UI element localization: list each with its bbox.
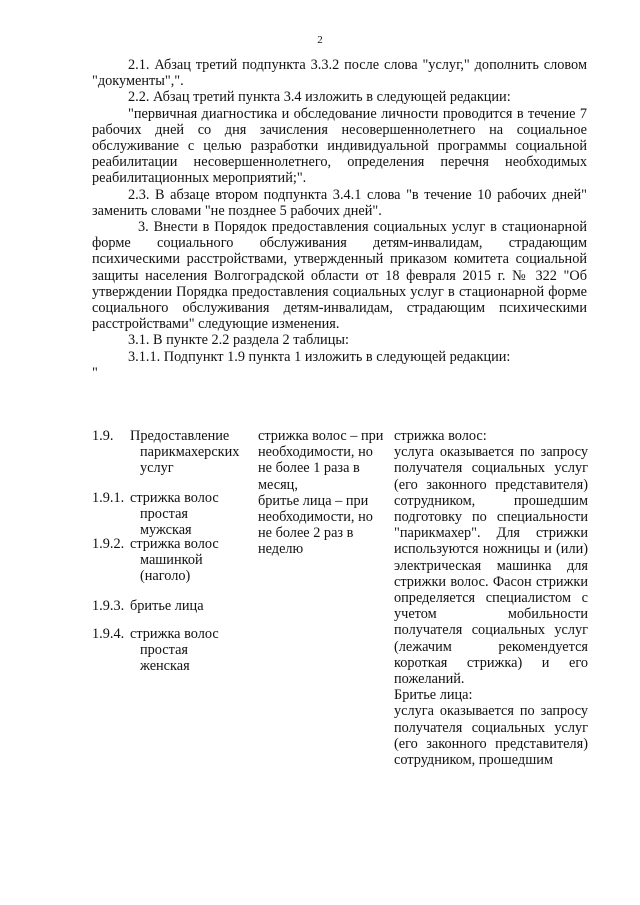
document-body bbox=[92, 57, 587, 381]
row-number: 1.9. bbox=[92, 428, 114, 444]
row-number: 1.9.2. bbox=[92, 536, 125, 552]
desc-haircut-text: услуга оказывается по запросу получателя социальных услуг (его законного представителя) сотрудником, прошедшим подготовку по специальности "парикмахер". Для стрижки используются ножницы и (или) электрическая машинка для стрижки волос. Фасон стрижки определяется специалистом с учетом мобильности получателя социальных услуг (лежачим рекомендуется короткая стрижка) и его пожеланий. bbox=[394, 444, 588, 688]
description-column bbox=[394, 428, 588, 768]
desc-shave-heading: Бритье лица: bbox=[394, 687, 473, 704]
row-service-name bbox=[130, 428, 238, 477]
paragraph-3: 3. Внести в Порядок предоставления социальных услуг в стационарной форме социального обслуживания детям-инвалидам, страдающим психическими расстройствами, утвержденный приказом комитета социальной защиты населения Волгоградской области от 18 февраля 2015 г. № 322 "Об утверждении Порядка предоставления социальных услуг в стационарной форме социального обслуживания детям-инвалидам, страдающим психическими расстройствами" следующие изменения. bbox=[92, 219, 587, 333]
paragraph-3-1: 3.1. В пункте 2.2 раздела 2 таблицы: bbox=[128, 332, 349, 349]
row-number: 1.9.1. bbox=[92, 490, 125, 506]
row-service-name bbox=[130, 536, 238, 585]
row-service-name bbox=[130, 490, 238, 539]
row-service-continuation: машинкой (наголо) bbox=[140, 552, 203, 585]
paragraph-2-1: 2.1. Абзац третий подпункта 3.3.2 после слова "услуг," дополнить словом "документы",". bbox=[92, 57, 587, 90]
paragraph-2-2: 2.2. Абзац третий пункта 3.4 изложить в следующей редакции: bbox=[128, 89, 511, 106]
row-service-name bbox=[130, 626, 238, 675]
row-number: 1.9.4. bbox=[92, 626, 125, 642]
row-service-continuation: простая женская bbox=[140, 642, 190, 675]
limits-column bbox=[258, 428, 390, 558]
row-number: 1.9.3. bbox=[92, 598, 125, 614]
page-number: 2 bbox=[317, 34, 323, 46]
row-service-line: бритье лица bbox=[130, 598, 204, 614]
row-service-line: стрижка волос bbox=[130, 536, 219, 552]
limit-shave: бритье лица – при необходимости, но не более 2 раз в неделю bbox=[258, 492, 373, 558]
row-service-name bbox=[130, 598, 238, 614]
paragraph-quote: "первичная диагностика и обследование личности проводится в течение 7 рабочих дней со дня зачисления несовершеннолетнего на социальное обслуживание с целью разработки индивидуальной программы социальной реабилитации несовершеннолетнего, определения перечня необходимых реабилитационных мероприятий;". bbox=[92, 105, 587, 187]
desc-shave-text: услуга оказывается по запросу получателя социальных услуг (его законного представителя) сотрудником, прошедшим bbox=[394, 703, 588, 769]
row-service-line: стрижка волос bbox=[130, 626, 219, 642]
paragraph-3-1-1: 3.1.1. Подпункт 1.9 пункта 1 изложить в следующей редакции: bbox=[128, 348, 511, 365]
opening-quote-mark: " bbox=[92, 364, 98, 381]
row-service-line: стрижка волос bbox=[130, 490, 219, 506]
row-service-continuation: парикмахерских услуг bbox=[140, 444, 240, 477]
limit-haircut: стрижка волос – при необходимости, но не более 1 раза в месяц, bbox=[258, 428, 384, 493]
row-service-line: Предоставление bbox=[130, 428, 230, 444]
paragraph-2-3: 2.3. В абзаце втором подпункта 3.4.1 слова "в течение 10 рабочих дней" заменить словами "не позднее 5 рабочих дней". bbox=[92, 186, 587, 219]
row-service-continuation: простая мужская bbox=[140, 506, 192, 539]
desc-haircut-heading: стрижка волос: bbox=[394, 428, 487, 444]
